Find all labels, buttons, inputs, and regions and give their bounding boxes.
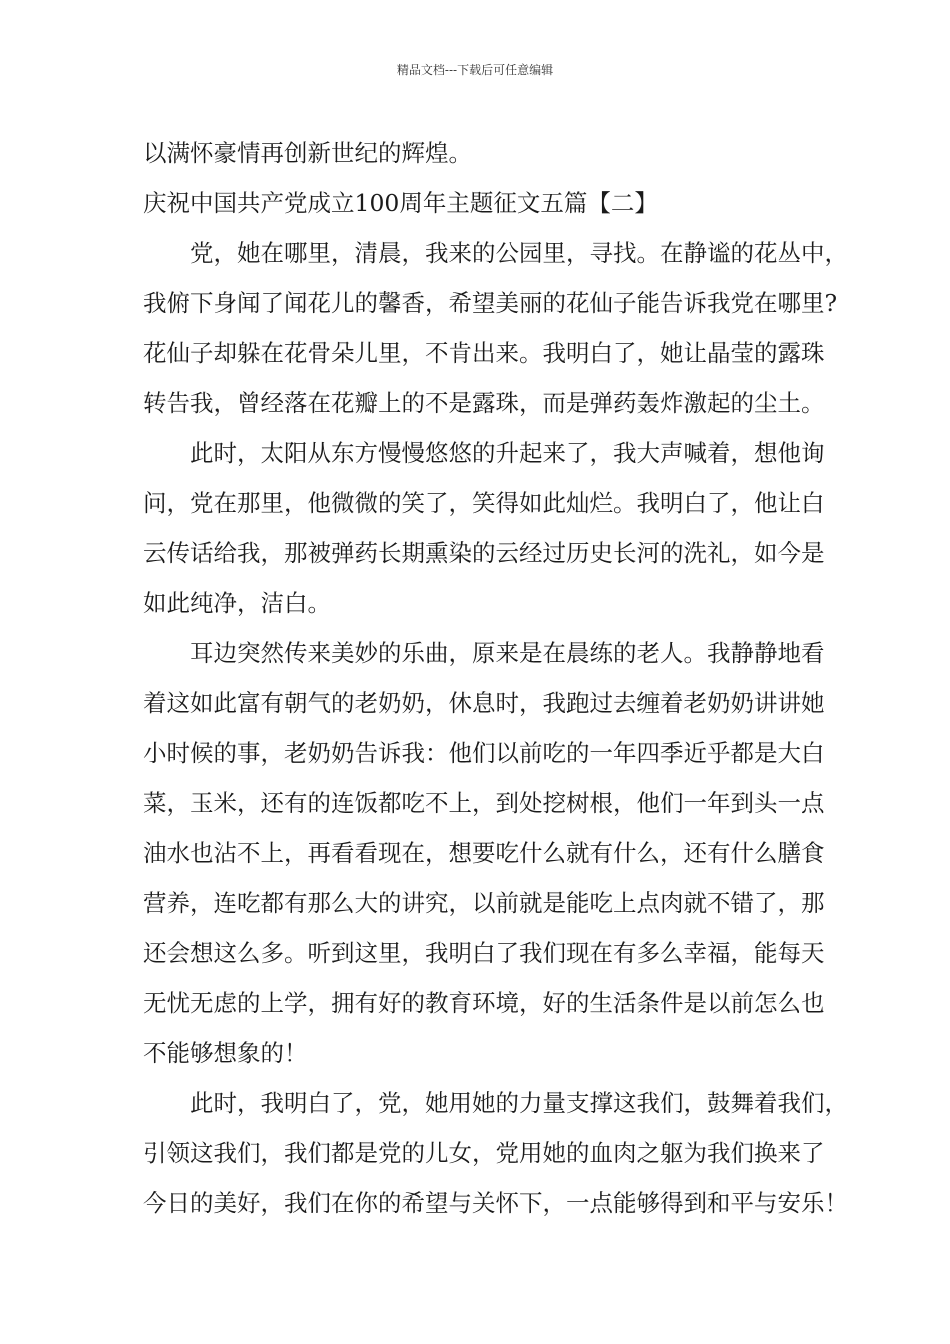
text-line: 我俯下身闻了闻花儿的馨香，希望美丽的花仙子能告诉我党在哪里?	[143, 289, 838, 317]
text-line: 云传话给我，那被弹药长期熏染的云经过历史长河的洗礼，如今是	[143, 539, 825, 567]
text-line: 问，党在那里，他微微的笑了，笑得如此灿烂。我明白了，他让白	[143, 489, 825, 517]
text-line: 着这如此富有朝气的老奶奶，休息时，我跑过去缠着老奶奶讲讲她	[143, 689, 825, 717]
text-line: 花仙子却躲在花骨朵儿里，不肯出来。我明白了，她让晶莹的露珠	[143, 339, 825, 367]
page-header: 精品文档---下载后可任意编辑	[396, 63, 554, 77]
document-body	[143, 128, 848, 1228]
text-line: 以满怀豪情再创新世纪的辉煌。	[143, 139, 472, 167]
text-line: 引领这我们，我们都是党的儿女，党用她的血肉之躯为我们换来了	[143, 1139, 825, 1167]
text-line: 还会想这么多。听到这里，我明白了我们现在有多么幸福，能每天	[143, 939, 825, 967]
text-line: 菜，玉米，还有的连饭都吃不上，到处挖树根，他们一年到头一点	[143, 789, 825, 817]
text-line: 营养，连吃都有那么大的讲究，以前就是能吃上点肉就不错了，那	[143, 889, 825, 917]
text-line: 油水也沾不上，再看看现在，想要吃什么就有什么，还有什么膳食	[143, 839, 825, 867]
text-line: 不能够想象的！	[143, 1039, 308, 1067]
text-line: 此时，我明白了，党，她用她的力量支撑这我们，鼓舞着我们，	[190, 1089, 848, 1117]
text-line: 小时候的事，老奶奶告诉我：他们以前吃的一年四季近乎都是大白	[143, 739, 825, 767]
text-line: 今日的美好，我们在你的希望与关怀下，一点能够得到和平与安乐！	[143, 1189, 848, 1217]
text-line: 耳边突然传来美妙的乐曲，原来是在晨练的老人。我静静地看	[190, 639, 825, 667]
text-line: 党，她在哪里，清晨，我来的公园里，寻找。在静谧的花丛中，	[190, 239, 848, 267]
text-line: 无忧无虑的上学，拥有好的教育环境，好的生活条件是以前怎么也	[143, 989, 825, 1017]
section-title: 庆祝中国共产党成立100周年主题征文五篇【二】	[143, 189, 658, 217]
text-line: 转告我，曾经落在花瓣上的不是露珠，而是弹药轰炸激起的尘土。	[143, 389, 825, 417]
text-line: 如此纯净，洁白。	[143, 589, 331, 617]
text-line: 此时，太阳从东方慢慢悠悠的升起来了，我大声喊着，想他询	[190, 439, 825, 467]
